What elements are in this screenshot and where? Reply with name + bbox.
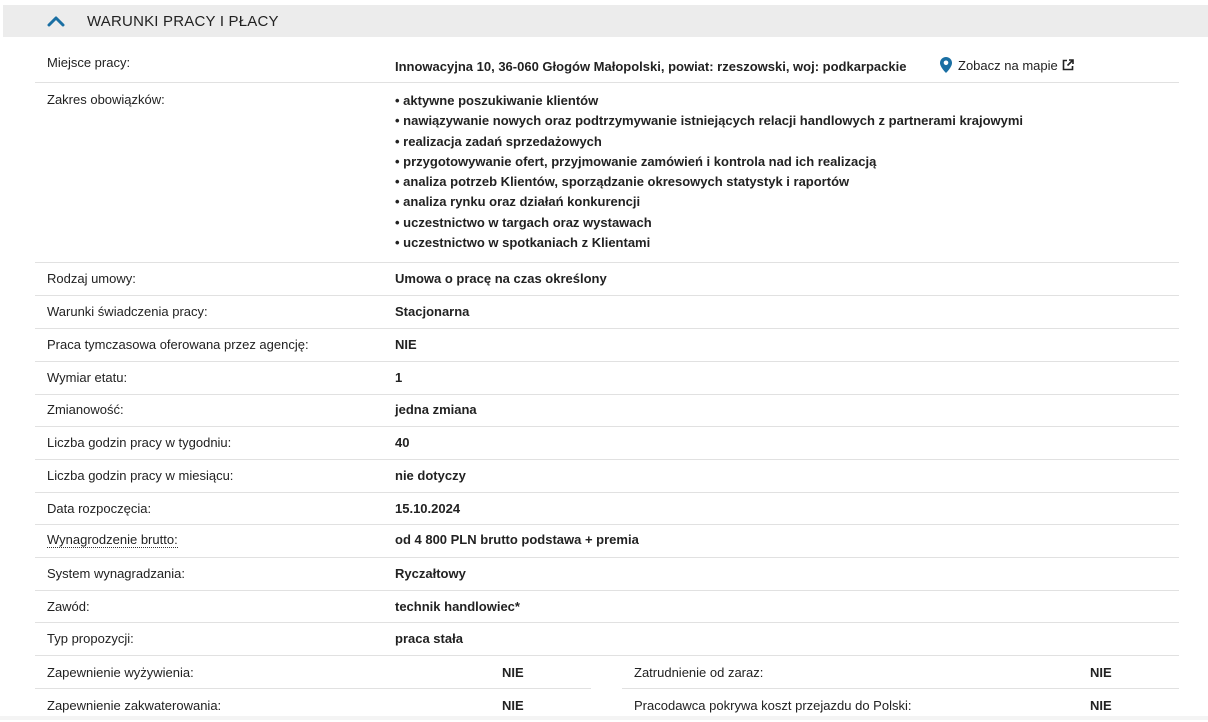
external-link-icon	[1062, 59, 1074, 71]
row-meals-immediate	[35, 656, 1179, 689]
row-label: Zapewnienie wyżywienia:	[47, 665, 194, 680]
row-work-mode	[35, 296, 1179, 329]
row-salary	[35, 525, 1179, 558]
row-value: jedna zmiana	[395, 402, 477, 417]
row-value: od 4 800 PLN brutto podstawa + premia	[395, 532, 639, 547]
row-value: Ryczałtowy	[395, 566, 466, 581]
map-link-label: Zobacz na mapie	[958, 57, 1058, 73]
bottom-divider	[0, 716, 1208, 720]
row-offer-type	[35, 623, 1179, 656]
row-value: 1	[395, 370, 403, 385]
row-value: NIE	[395, 337, 417, 352]
immediate-employment-cell	[622, 656, 1179, 689]
section-title: WARUNKI PRACY I PŁACY	[87, 13, 279, 30]
duty-item: • przygotowywanie ofert, przyjmowanie zamówień i kontrola nad ich realizacją	[395, 153, 877, 169]
meals-cell	[35, 656, 591, 689]
row-label: Warunki świadczenia pracy:	[47, 304, 208, 319]
row-value: 40	[395, 435, 410, 450]
row-location	[35, 37, 1179, 83]
location-value: Innowacyjna 10, 36-060 Głogów Małopolski, powiat: rzeszowski, woj: podkarpackie	[395, 59, 907, 74]
row-duties	[35, 83, 1179, 263]
row-contract-type	[35, 263, 1179, 296]
row-shifts	[35, 395, 1179, 427]
duty-item: • uczestnictwo w spotkaniach z Klientami	[395, 235, 651, 251]
map-pin-icon	[940, 57, 952, 73]
row-value: 15.10.2024	[395, 501, 461, 516]
section-header[interactable]	[3, 5, 1208, 37]
duty-item: • aktywne poszukiwanie klientów	[395, 93, 599, 108]
row-value: NIE	[1090, 698, 1112, 713]
row-label: Zatrudnienie od zaraz:	[634, 665, 764, 680]
row-label: Rodzaj umowy:	[47, 271, 136, 286]
row-label: Wymiar etatu:	[47, 370, 128, 385]
row-start-date	[35, 493, 1179, 525]
row-label: Liczba godzin pracy w tygodniu:	[47, 435, 232, 450]
row-hours-week	[35, 427, 1179, 460]
row-value: technik handlowiec*	[395, 599, 520, 614]
row-temp-agency	[35, 329, 1179, 362]
map-link[interactable]	[940, 57, 1074, 73]
duty-item: • analiza rynku oraz działań konkurencji	[395, 194, 641, 210]
row-value: NIE	[1090, 665, 1112, 680]
duty-item: • analiza potrzeb Klientów, sporządzanie okresowych statystyk i raportów	[395, 174, 850, 190]
duty-item: • uczestnictwo w targach oraz wystawach	[395, 214, 652, 230]
row-value: Stacjonarna	[395, 304, 470, 319]
duty-item: • nawiązywanie nowych oraz podtrzymywanie istniejących relacji handlowych z partnerami krajowymi	[395, 113, 1024, 129]
row-pay-system	[35, 558, 1179, 591]
salary-label[interactable]: Wynagrodzenie brutto:	[47, 532, 178, 547]
row-working-time	[35, 362, 1179, 395]
row-label: Zawód:	[47, 599, 90, 614]
row-value: nie dotyczy	[395, 468, 466, 483]
row-label: Zapewnienie zakwaterowania:	[47, 698, 222, 713]
row-label: System wynagradzania:	[47, 566, 186, 581]
row-value: Umowa o pracę na czas określony	[395, 271, 607, 286]
row-hours-month	[35, 460, 1179, 493]
row-label: Typ propozycji:	[47, 631, 134, 646]
row-label: Pracodawca pokrywa koszt przejazdu do Polski:	[634, 698, 912, 713]
chevron-up-icon[interactable]	[46, 15, 66, 27]
row-label: Data rozpoczęcia:	[47, 501, 152, 516]
row-profession	[35, 591, 1179, 623]
location-label: Miejsce pracy:	[47, 55, 131, 70]
row-value: NIE	[502, 698, 524, 713]
row-label: Liczba godzin pracy w miesiącu:	[47, 468, 234, 483]
row-label: Zmianowość:	[47, 402, 124, 417]
row-value: NIE	[502, 665, 524, 680]
duties-label: Zakres obowiązków:	[47, 92, 165, 107]
row-value: praca stała	[395, 631, 463, 646]
row-label: Praca tymczasowa oferowana przez agencję:	[47, 337, 309, 352]
duties-list	[395, 91, 1023, 253]
job-conditions-table	[35, 37, 1179, 722]
duty-item: • realizacja zadań sprzedażowych	[395, 133, 602, 149]
